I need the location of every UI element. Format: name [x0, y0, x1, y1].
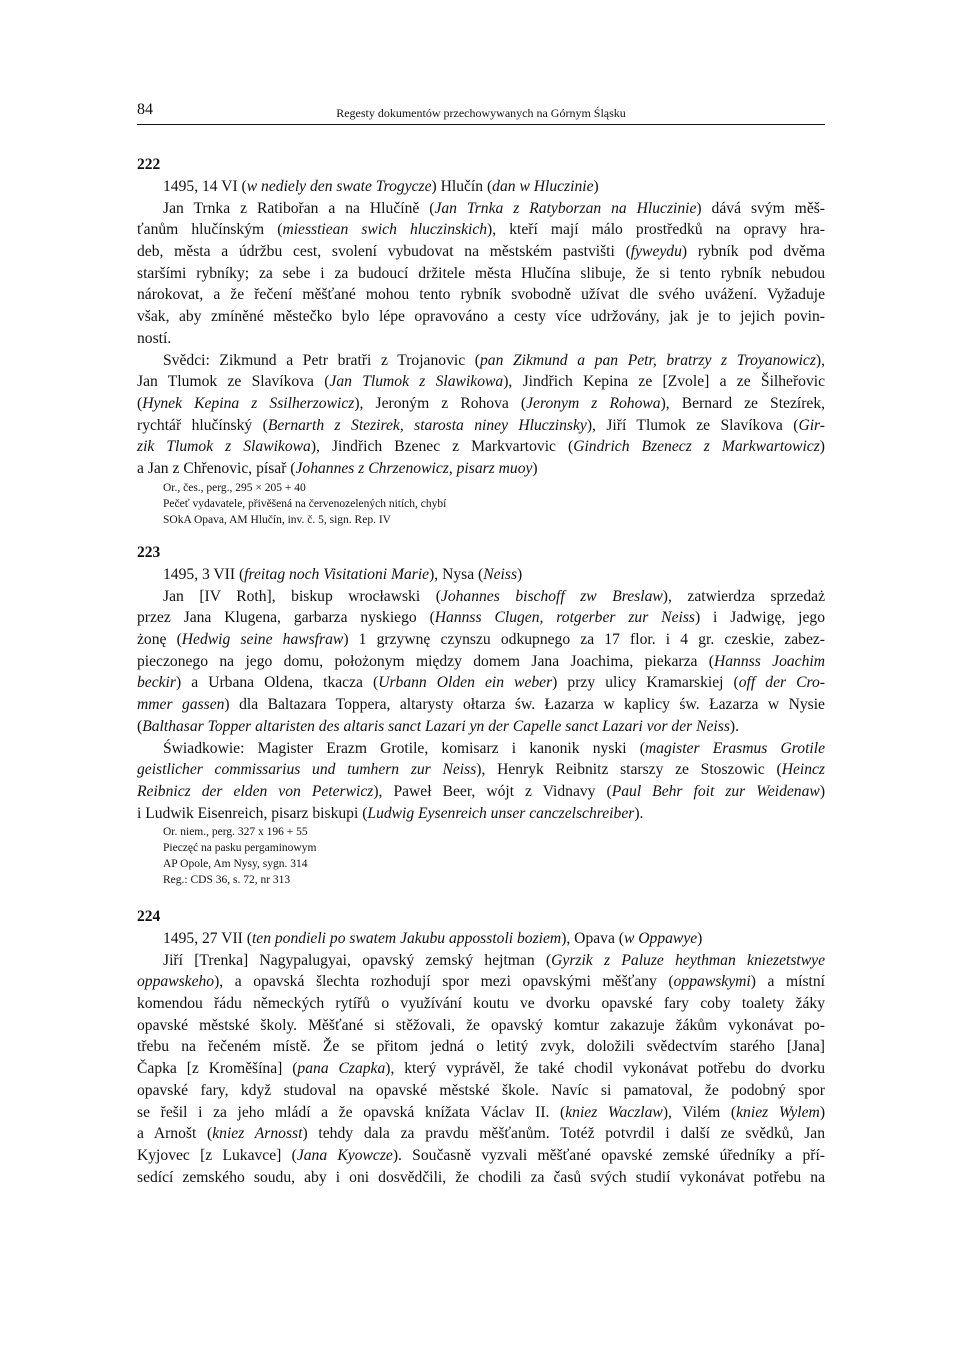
text-line [137, 241, 825, 263]
text-run: ), Opava ( [561, 930, 624, 947]
text-run: a Arnošt ( [137, 1125, 213, 1143]
text-run: komendou řádu německých rytířů o využívání koutu ve dvorku opavské fary coby toalety žáky [137, 995, 825, 1013]
italic-quote: Bernarth z Stezirek, starosta niney Hluczinsky [267, 416, 587, 434]
text-run: ) i Jadwigę, jego [694, 609, 825, 627]
meta-line: SOkA Opava, AM Hlučín, inv. č. 5, sign. Rep. IV [163, 513, 391, 526]
entry-meta [137, 480, 825, 528]
italic-quote: Balthasar Topper altaristen des altaris sanct Lazari yn der Capelle sanct Lazari vor der Neiss [142, 717, 730, 735]
text-run: ), Jiří Tlumok ze Slavíkova ( [586, 416, 799, 434]
italic-quote: oppawskymi [673, 973, 751, 991]
italic-quote: pana Czapka [297, 1060, 386, 1078]
text-line [137, 1015, 825, 1037]
text-run: ), Paweł Beer, wójt z Vidnavy ( [373, 782, 612, 800]
text-run: ), Henryk Reibnitz starszy ze Stoszowic ( [476, 761, 782, 779]
text-line [137, 928, 825, 950]
text-line [137, 759, 825, 781]
text-line [137, 371, 825, 393]
text-line [137, 586, 825, 608]
text-run: Čapka [z Kroměšína] ( [137, 1060, 298, 1078]
meta-line: Pečeť vydavatele, přivěšená na červenozelených nitích, chybí [163, 497, 447, 510]
italic-quote: fyweydu [630, 243, 682, 261]
text-run: 1495, 27 VII ( [163, 930, 252, 947]
text-run: opavské fary, když studoval na opavské městské škole. Navíc si pamatoval, že podobný spor [137, 1081, 825, 1099]
text-line [137, 1036, 825, 1058]
running-title: Regesty dokumentów przechowywanych na Górnym Śląsku [336, 106, 626, 120]
text-run: ) [697, 930, 703, 947]
italic-quote: Reibnicz der elden von Peterwicz [137, 782, 374, 800]
text-line [137, 781, 825, 803]
text-line [137, 198, 825, 220]
italic-quote: Jan Trnka z Ratyborzan na Hluczinie [434, 199, 697, 217]
text-run: ), [815, 351, 825, 369]
text-run: ), Vilém ( [662, 1103, 737, 1121]
text-run: Svědci: Zikmund a Petr bratři z Trojanovic ( [163, 351, 480, 369]
text-run: Kyjovec [z Lukavce] ( [137, 1146, 297, 1164]
text-run: pieczonego na jego domu, położonym między domem Jana Joachima, piekarza ( [137, 652, 714, 670]
text-line [137, 1145, 825, 1167]
text-run: przez Jana Klugena, garbarza nyskiego ( [137, 609, 435, 627]
text-line [137, 328, 825, 350]
italic-quote: Hannss Joachim [714, 652, 825, 670]
text-run: deb, města a údržbu cest, svolení vybudovat na městském pastvišti ( [137, 243, 631, 261]
text-run: ) Hlučín ( [431, 178, 493, 195]
italic-quote: Gindrich Bzenecz z Markwartowicz [573, 438, 820, 456]
italic-quote: ten pondieli po swatem Jakubu apposstoli boziem [251, 930, 562, 947]
text-run: staršími rybníky; za sebe i za budoucí držitele města Hlučína slibuje, že si tento rybník nebudou [137, 264, 825, 282]
italic-quote: kniez Arnosst [212, 1125, 303, 1143]
text-line [137, 176, 825, 198]
text-line [137, 1058, 825, 1080]
text-line [137, 607, 825, 629]
text-run: Jan Trnka z Ratibořan a na Hlučíně ( [163, 199, 435, 217]
italic-quote: pan Zikmund a pan Petr, bratrzy z Troyanowicz [479, 351, 816, 369]
text-run: ) [819, 782, 826, 800]
italic-quote: Neiss [483, 566, 518, 583]
text-run: rychtář hlučínský ( [137, 416, 268, 434]
text-run: ) dla Baltazara Toppera, altarysty ołtarza św. Łazarza w kaplicy św. Łazarza w Nysie [224, 696, 825, 714]
italic-quote: Ludwig Eysenreich unser canczelschreiber [367, 804, 635, 822]
text-run: 1495, 3 VII ( [163, 566, 245, 583]
italic-quote: dan w Hluczinie [492, 178, 594, 195]
page-number: 84 [137, 101, 153, 118]
text-run: ). [729, 717, 739, 735]
text-run: 1495, 14 VI ( [163, 178, 247, 195]
text-run: ) 1 grzywnę czynszu odkupnego za 17 flor. i 4 gr. czeskie, zabez- [343, 631, 825, 649]
text-line [137, 971, 825, 993]
meta-line: AP Opole, Am Nysy, sygn. 314 [163, 858, 308, 871]
text-line [137, 284, 825, 306]
text-run: ( [137, 717, 143, 735]
italic-quote: Urbann Olden ein weber [378, 674, 553, 692]
text-line [137, 1123, 825, 1145]
page-header [137, 98, 825, 125]
text-run: Jiří [Trenka] Nagypalugyai, opavský zemský hejtman ( [163, 951, 552, 969]
text-line [137, 458, 825, 480]
text-run: ) dává svým měš- [696, 199, 825, 217]
entry-text [137, 176, 825, 480]
text-run: ťanům hlučínským ( [137, 221, 283, 239]
italic-quote: Hedwig seine hawsfraw [181, 631, 344, 649]
italic-quote: Paul Behr foit zur Weidenaw [611, 782, 820, 800]
text-run: ). [634, 804, 644, 822]
italic-quote: Jan Tlumok z Slawikowa [329, 373, 504, 391]
italic-quote: kniez Waczlaw [565, 1103, 663, 1121]
italic-quote: miesstiean swich hluczinskich [282, 221, 488, 239]
italic-quote: Gir- [798, 416, 825, 434]
text-run: se řešil i za jeho mládí a že opavská knížata Václav II. ( [137, 1103, 566, 1121]
meta-line: Or., čes., perg., 295 × 205 + 40 [163, 481, 306, 494]
text-line [137, 716, 825, 738]
italic-quote: w nediely den swate Trogycze [246, 178, 432, 195]
italic-quote: Jeronym z Rohowa [526, 394, 661, 412]
document-page [137, 98, 826, 1186]
italic-quote: magister Erasmus Grotile [644, 739, 825, 757]
text-line [137, 950, 825, 972]
text-line [137, 564, 825, 586]
text-run: Świadkowie: Magister Erazm Grotile, komisarz i kanonik nyski ( [163, 739, 645, 757]
text-run: sedící zemského soudu, aby i oni dosvědčili, že chodili za časů svých studií vykonávat potřebu na [137, 1168, 825, 1186]
text-run: opavské městské školy. Měšťané si stěžovali, že opavský komtur zakazuje žákům vykonávat po- [137, 1016, 825, 1034]
italic-quote: oppawskeho [137, 973, 215, 991]
italic-quote: geistlicher commissarius und tumhern zur Neiss [137, 761, 477, 779]
entry-222 [137, 154, 825, 528]
text-line [137, 350, 825, 372]
italic-quote: beckir [137, 674, 176, 692]
text-run: ) [517, 566, 523, 583]
text-run: ) przy ulicy Kramarskiej ( [552, 674, 739, 692]
text-run: ) rybník pod dvěma [681, 243, 826, 261]
text-line [137, 393, 825, 415]
text-run: ), Jindřich Kepina ze [Zvole] a ze Šilheřovic [503, 373, 826, 391]
text-run: nárokovat, a že řečení měšťané mohou tento rybník svobodně užívat dle svého uvážení. Vyžaduje [137, 286, 825, 304]
italic-quote: Jana Kyowcze [296, 1146, 393, 1164]
entry-224 [137, 906, 825, 1188]
text-run: však, aby zmíněné městečko bylo lépe opravováno a cesty více udržovány, jak je to jejich povin- [137, 308, 825, 326]
italic-quote: Gyrzik z Paluze heythman kniezetstwye [551, 951, 825, 969]
text-run: a Jan z Chřenovic, písař ( [137, 459, 296, 477]
entry-number: 224 [137, 908, 161, 925]
text-run: ) tehdy dala za pravdu měšťanům. Totéž potvrdil i další ze svědků, Jan [302, 1125, 825, 1143]
text-line [137, 738, 825, 760]
text-run: ) a místní [750, 973, 825, 991]
text-line [137, 219, 825, 241]
italic-quote: w Oppawye [623, 930, 698, 947]
entry-number: 222 [137, 156, 161, 173]
text-run: ), Nysa ( [429, 566, 484, 583]
text-line [137, 629, 825, 651]
entry-text [137, 928, 825, 1188]
italic-quote: off der Cro- [738, 674, 825, 692]
text-run: Jan [IV Roth], biskup wrocławski ( [163, 587, 441, 605]
text-line [137, 672, 825, 694]
entry-223 [137, 542, 825, 888]
meta-line: Reg.: CDS 36, s. 72, nr 313 [163, 874, 291, 887]
italic-quote: zik Tlumok z Slawikowa [137, 438, 311, 456]
text-line [137, 415, 825, 437]
text-run: ), Jeroným z Rohova ( [354, 394, 527, 412]
italic-quote: Heincz [781, 761, 825, 779]
entry-text [137, 564, 825, 824]
meta-line: Or. niem., perg. 327 x 196 + 55 [163, 826, 308, 839]
text-run: ), zatwierdza sprzedaż [662, 587, 825, 605]
text-run: ), a opavská šlechta rozhodují spor mezi opavskými měšťany ( [214, 973, 674, 991]
text-run: ). Současně vyzvali měšťané opavské zemské úředníky a pří- [392, 1146, 825, 1164]
italic-quote: mmer gassen [137, 696, 225, 714]
entry-meta [137, 824, 825, 888]
italic-quote: kniez Wylem [736, 1103, 820, 1121]
text-line [137, 803, 825, 825]
text-run: ) [532, 459, 538, 477]
text-run: ) a Urbana Oldena, tkacza ( [175, 674, 379, 692]
italic-quote: Hynek Kepina z Ssilherzowicz [142, 394, 355, 412]
text-run: żonę ( [137, 631, 182, 649]
text-line [137, 651, 825, 673]
text-run: ) [819, 1103, 826, 1121]
text-line [137, 436, 825, 458]
italic-quote: Johannes bischoff zw Breslaw [440, 587, 663, 605]
text-run: ), kteří mají málo prostředků na opravy hra- [487, 221, 825, 239]
text-line [137, 1102, 825, 1124]
text-run: ), který vyprávěl, že také chodil vykonávat potřebu do dvorku [385, 1060, 825, 1078]
text-run: ností. [137, 329, 172, 347]
text-run: i Ludwik Eisenreich, pisarz biskupi ( [137, 804, 368, 822]
text-line [137, 694, 825, 716]
meta-line: Pieczęć na pasku pergaminowym [163, 842, 317, 855]
text-run: třebu na řečeném místě. Že se přitom jedná o letitý zvyk, doložili svědectvím starého [Jana] [137, 1038, 825, 1056]
text-line [137, 1167, 825, 1189]
text-run: Jan Tlumok ze Slavíkova ( [137, 373, 330, 391]
text-run: ), Jindřich Bzenec z Markvartovic ( [310, 438, 574, 456]
text-run: ( [137, 394, 143, 412]
text-run: ), Bernard ze Stezírek, [660, 394, 826, 412]
entry-number: 223 [137, 544, 161, 561]
text-line [137, 306, 825, 328]
italic-quote: freitag noch Visitationi Marie [244, 566, 430, 583]
italic-quote: Hannss Clugen, rotgerber zur Neiss [434, 609, 695, 627]
italic-quote: Johannes z Chrzenowicz, pisarz muoy [295, 459, 533, 477]
text-line [137, 263, 825, 285]
text-run: ) [819, 438, 825, 456]
text-run: ) [593, 178, 599, 195]
text-line [137, 1080, 825, 1102]
text-line [137, 993, 825, 1015]
